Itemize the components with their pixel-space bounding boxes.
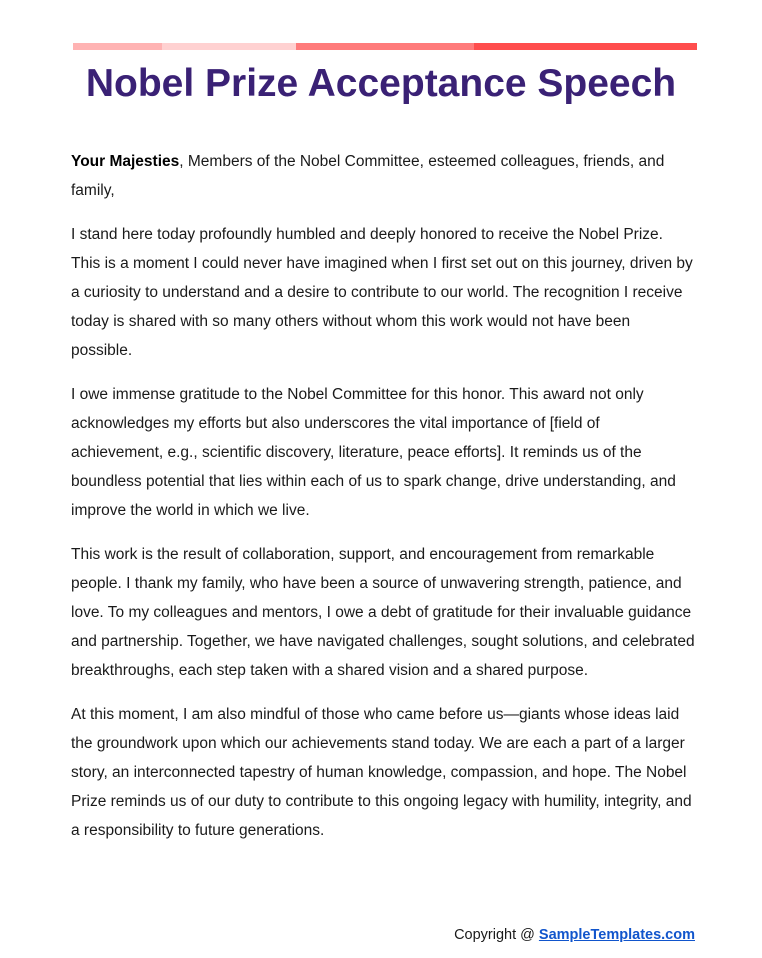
salutation-rest: , Members of the Nobel Committee, esteemed colleagues, friends, and family, bbox=[71, 153, 665, 199]
accent-segment bbox=[73, 43, 162, 50]
accent-segment bbox=[296, 43, 474, 50]
accent-segment bbox=[474, 43, 697, 50]
page-title: Nobel Prize Acceptance Speech bbox=[85, 62, 677, 105]
speech-paragraph: At this moment, I am also mindful of those who came before us—giants whose ideas laid the groundwork upon which our achievements stand today. We are each a part of a larger story, an interconnected tapestry of human knowledge, compassion, and hope. The Nobel Prize reminds us of our duty to contribute to this ongoing legacy with humility, integrity, and a responsibility to future generations. bbox=[71, 706, 692, 839]
accent-segment bbox=[162, 43, 296, 50]
salutation-paragraph bbox=[71, 147, 695, 205]
header-accent-bar bbox=[73, 43, 697, 50]
copyright-footer bbox=[454, 924, 695, 946]
speech-paragraph: This work is the result of collaboration, support, and encouragement from remarkable people. I thank my family, who have been a source of unwavering strength, patience, and love. To my colleagues and mentors, I owe a debt of gratitude for their invaluable guidance and partnership. Together, we have navigated challenges, sought solutions, and celebrated breakthroughs, each step taken with a shared vision and a shared purpose. bbox=[71, 546, 695, 679]
copyright-prefix: Copyright @ bbox=[454, 927, 539, 943]
sampletemplates-link[interactable]: SampleTemplates.com bbox=[538, 927, 695, 943]
speech-body bbox=[71, 147, 695, 860]
speech-paragraph: I owe immense gratitude to the Nobel Committee for this honor. This award not only acknowledges my efforts but also underscores the vital importance of [field of achievement, e.g., scientific discovery, literature, peace efforts]. It reminds us of the boundless potential that lies within each of us to spark change, drive understanding, and improve the world in which we live. bbox=[71, 386, 676, 519]
speech-paragraph: I stand here today profoundly humbled and deeply honored to receive the Nobel Prize. This is a moment I could never have imagined when I first set out on this journey, driven by a curiosity to understand and a desire to contribute to our world. The recognition I receive today is shared with so many others without whom this work would not have been possible. bbox=[71, 226, 693, 359]
salutation-bold: Your Majesties bbox=[71, 153, 180, 170]
